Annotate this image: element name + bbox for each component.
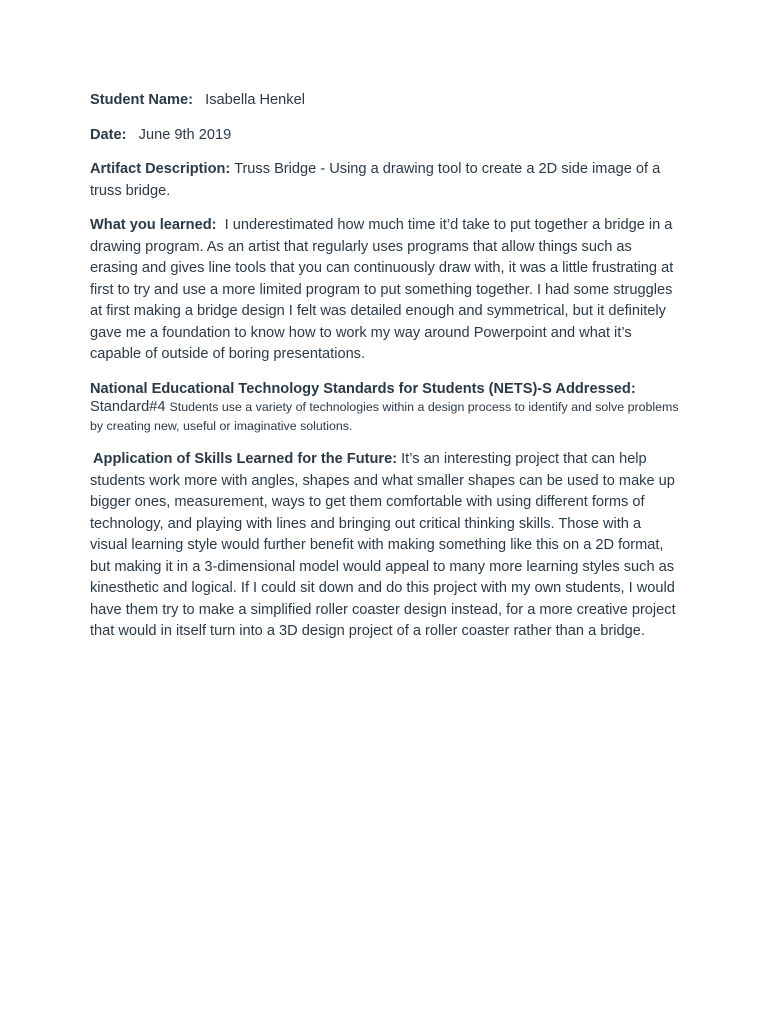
what-you-learned-label: What you learned: [90, 217, 217, 233]
date-value: June 9th 2019 [138, 126, 232, 143]
standards-heading: National Educational Technology Standards for Students (NETS)-S Addressed: [90, 380, 636, 397]
date-label: Date: [90, 126, 127, 143]
student-name-line [90, 90, 680, 112]
standard-entry [90, 398, 680, 436]
application-text: It’s an interesting project that can help students work more with angles, shapes and what smaller shapes can be used to make up bigger ones, measurement, ways to get them comfortable with using different forms of technology, and playing with lines and bringing out critical thinking skills. Those with a visual learning style would further benefit with making something like this on a 2D format, but making it in a 3-dimensional model would appeal to many more learning styles such as kinesthetic and logical. If I could sit down and do this project with my own students, I would have them try to make a simplified roller coaster design instead, for a more creative project that would in itself turn into a 3D design project of a roller coaster rather than a bridge. [90, 451, 676, 639]
application-of-skills [90, 449, 680, 643]
date-line [90, 125, 680, 147]
what-you-learned-text: I underestimated how much time it’d take to put together a bridge in a drawing program. As an artist that regularly uses programs that allow things such as erasing and gives line tools that you can continuously draw with, it was a little frustrating at first to try and use a more limited program to put something together. I had some struggles at first making a bridge design I felt was detailed enough and symmetrical, but it definitely gave me a foundation to know how to work my way around Powerpoint and what it’s capable of outside of boring presentations. [90, 217, 674, 362]
standards-heading-line [90, 379, 680, 401]
standard-id: Standard#4 [90, 399, 166, 415]
document-page [90, 90, 680, 656]
artifact-description-text: Truss Bridge - Using a drawing tool to create a 2D side image of a truss bridge. [90, 161, 661, 199]
student-name-value: Isabella Henkel [205, 92, 305, 108]
student-name-label: Student Name: [90, 92, 193, 108]
artifact-description-label: Artifact Description: [90, 161, 231, 177]
what-you-learned [90, 215, 680, 366]
application-label: Application of Skills Learned for the Future: [93, 451, 398, 467]
artifact-description [90, 159, 680, 202]
standard-text: Students use a variety of technologies within a design process to identify and solve problems by creating new, useful or imaginative solutions. [90, 400, 679, 433]
